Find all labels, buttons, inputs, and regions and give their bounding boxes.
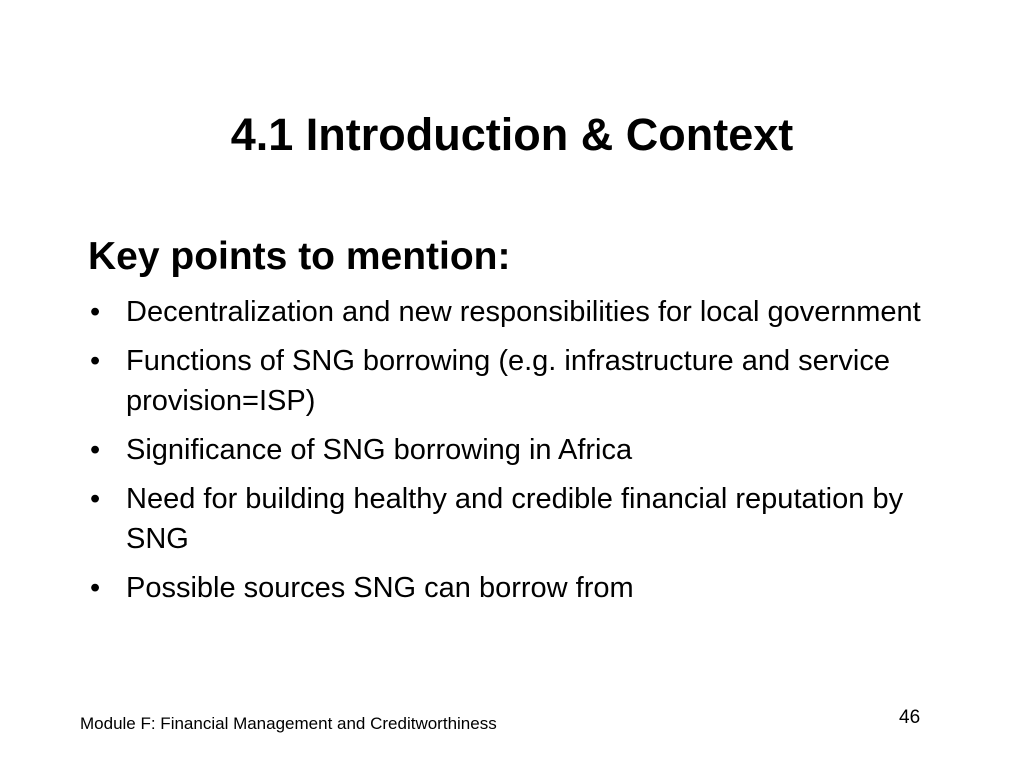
bullet-icon: • bbox=[90, 345, 101, 377]
bullet-icon: • bbox=[90, 483, 101, 515]
bullet-item bbox=[88, 341, 928, 421]
bullet-icon: • bbox=[90, 572, 101, 604]
bullet-text: Possible sources SNG can borrow from bbox=[126, 572, 634, 604]
page-number: 46 bbox=[899, 707, 921, 728]
footer-module-label: Module F: Financial Management and Creditworthiness bbox=[80, 714, 497, 733]
bullet-item bbox=[88, 568, 928, 608]
slide-title: 4.1 Introduction & Context bbox=[230, 109, 794, 160]
bullet-text: Functions of SNG borrowing (e.g. infrastructure and service provision=ISP) bbox=[126, 345, 890, 417]
bullet-icon: • bbox=[90, 296, 101, 328]
bullet-item bbox=[88, 430, 928, 470]
bullet-text: Significance of SNG borrowing in Africa bbox=[126, 434, 633, 466]
key-points-heading: Key points to mention: bbox=[88, 235, 511, 278]
bullet-item bbox=[88, 479, 928, 559]
bullet-text: Need for building healthy and credible financial reputation by SNG bbox=[126, 483, 904, 555]
bullet-text: Decentralization and new responsibilities for local government bbox=[126, 296, 921, 328]
bullet-list bbox=[88, 292, 928, 617]
bullet-item bbox=[88, 292, 928, 332]
bullet-icon: • bbox=[90, 434, 101, 466]
